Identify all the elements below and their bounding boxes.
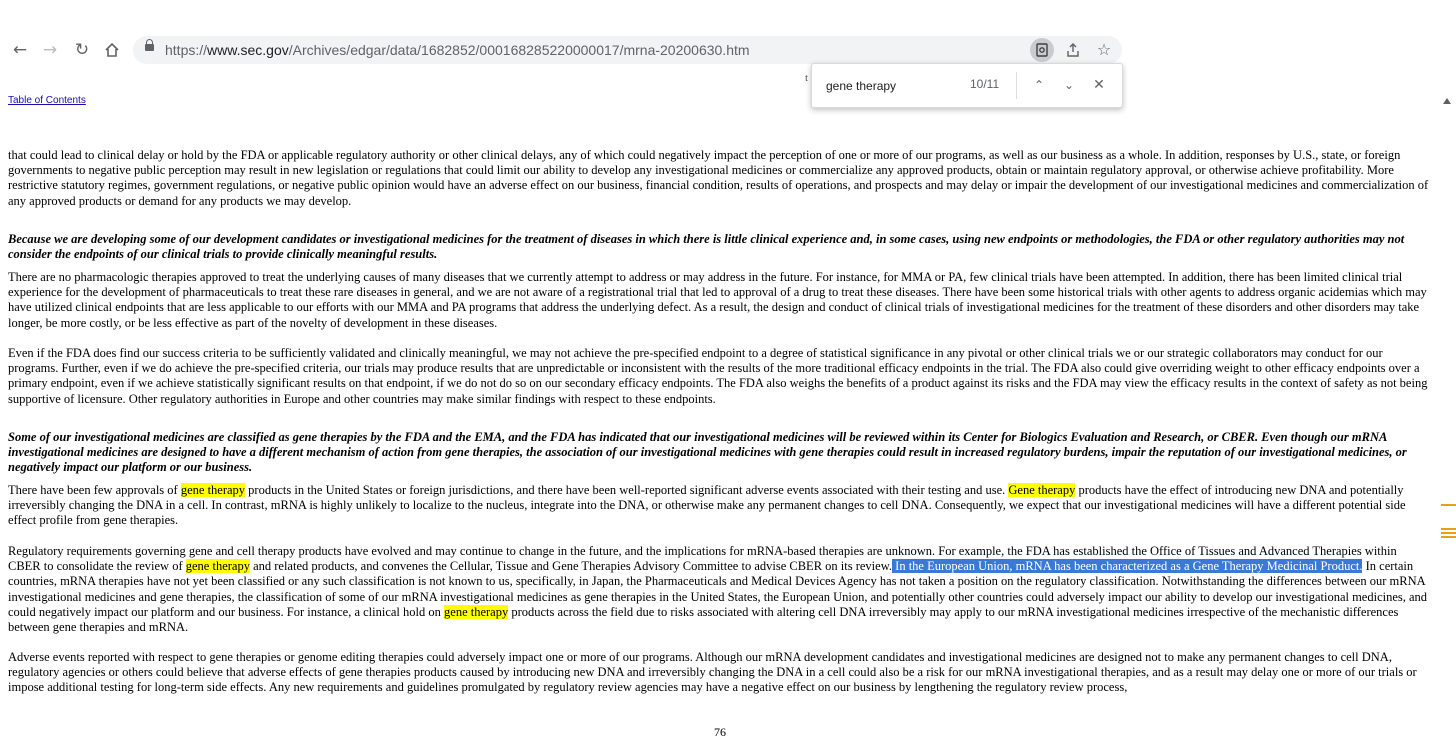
risk-heading: Some of our investigational medicines are classified as gene therapies by the FDA and the EMA, and the FDA has indicated that our investigational medicines will be reviewed within its Center for Biologics Evaluation and Research, or CBER. Even though our mRNA investigational medicines are designed to have a different mechanism of action from gene therapies, the association of our investigational medicines with gene therapies could result in increased regulatory burdens, impair the reputation of our investigational medicines, or negatively impact our platform or our business. <box>8 430 1407 475</box>
chevron-up-icon[interactable]: ⌃ <box>1033 78 1045 92</box>
search-highlight: gene therapy <box>180 483 246 497</box>
arrow-left-icon[interactable]: ← <box>12 40 28 60</box>
paragraph: Even if the FDA does find our success criteria to be sufficiently validated and clinically meaningful, we may not achieve the pre-specified endpoint to a degree of statistical significance in any pivotal or other clinical trials we or our strategic collaborators may conduct for our programs. Further, even if we do achieve the pre-specified criteria, our trials may produce results that are unpredictable or inconsistent with the results of the more traditional efficacy endpoints in the trial. The FDA also could give overriding weight to other efficacy endpoints over a primary endpoint, even if we achieve statistically significant results on that endpoint, if we do not do so on our secondary efficacy endpoints. The FDA also weighs the benefits of a product against its risks and the FDA may view the efficacy results in the context of safety as not being supportive of licensure. Other regulatory authorities in Europe and other countries may make similar findings with respect to these endpoints. <box>8 346 1428 406</box>
search-highlight: gene therapy <box>185 559 250 574</box>
paragraph: There are no pharmacologic therapies approved to treat the underlying causes of many diseases that we currently attempt to address or may address in the future. For instance, for MMA or PA, few clinical trials have been attempted. In addition, there has been limited clinical trial experience for the development of pharmaceuticals to treat these rare diseases in general, and we are not aware of a registrational trial that led to approval of a drug to treat these diseases. There have been some historical trials with other agents to address organic acidemias which may have utilized clinical endpoints that are less applicable to our efforts with our MMA and PA programs that address the underlying defect. As a result, the design and conduct of clinical trials of investigational medicines for the treatment of these disorders and other disorders may take longer, be more costly, or be less effective as part of the novelty of development in these diseases. <box>8 270 1427 330</box>
scrollbar-match-marker <box>1441 532 1456 534</box>
partial-text: t <box>805 72 809 84</box>
page-number: 76 <box>714 725 726 739</box>
arrow-right-icon[interactable]: → <box>42 40 58 60</box>
paragraph: There have been few approvals of gene therapy products in the United States or foreign jurisdictions, and there have been well-reported significant adverse events associated with their testing and use. Gene therapy products have the effect of introducing new DNA and potentially irreversibly changing the DNA in a cell. In contrast, mRNA is highly unlikely to localize to the nucleus, integrate into the DNA, or otherwise make any permanent changes to cell DNA. Consequently, we expect that our investigational medicines will have a different potential side effect profile from gene therapies. <box>8 483 1406 528</box>
paragraph: that could lead to clinical delay or hold by the FDA or applicable regulatory authority or other clinical delays, any of which could negatively impact the perception of one or more of our programs, as well as our business as a whole. In addition, responses by U.S., state, or foreign governments to negative public perception may result in new legislation or regulations that could limit our ability to develop any investigational medicines or commercialize any approved products, obtain or maintain regulatory approval, or otherwise achieve profitability. More restrictive statutory regimes, government regulations, or negative public opinion would have an adverse effect on our business, financial condition, results of operations, and prospects and may delay or impair the development of our investigational medicines and commercialization of any approved products or demand for any products we may develop. <box>8 148 1429 208</box>
selected-text: In the European Union, mRNA has been characterized as a Gene Therapy Medicinal Product. <box>892 559 1363 574</box>
home-icon[interactable] <box>100 38 124 62</box>
star-icon[interactable]: ☆ <box>1096 40 1112 59</box>
lock-icon[interactable] <box>145 44 154 51</box>
find-bar <box>811 63 1123 108</box>
find-separator <box>1016 72 1017 99</box>
find-input[interactable] <box>826 76 956 96</box>
risk-heading: Because we are developing some of our development candidates or investigational medicines for the treatment of diseases in which there is little clinical experience and, in some cases, using new endpoints or methodologies, the FDA or other regulatory authorities may not consider the endpoints of our clinical trials to provide clinically meaningful results. <box>8 232 1405 262</box>
search-page-icon[interactable] <box>1030 38 1054 62</box>
scrollbar-match-marker <box>1441 528 1456 530</box>
address-bar[interactable] <box>133 36 1122 64</box>
url-text[interactable]: https://www.sec.gov/Archives/edgar/data/1682852/000168285220000017/mrna-20200630.htm <box>165 42 750 58</box>
search-highlight: Gene therapy <box>1008 483 1076 497</box>
browser-toolbar <box>0 0 1456 96</box>
scrollbar-match-marker <box>1441 536 1456 538</box>
table-of-contents-link[interactable]: Table of Contents <box>8 95 86 106</box>
paragraph: Adverse events reported with respect to gene therapies or genome editing therapies could adversely impact one or more of our programs. Although our mRNA development candidates and investigational medicines are designed not to make any permanent changes to cell DNA, regulatory agencies or others could believe that adverse effects of gene therapies products caused by introducing new DNA and irreversibly changing the DNA in a cell could also be a risk for our mRNA investigational therapies, and as a result may delay one or more of our trials or impose additional testing for long-term side effects. Any new requirements and guidelines promulgated by regulatory review agencies may have a negative effect on our business by lengthening the regulatory review process, <box>8 650 1417 695</box>
reload-icon[interactable]: ↻ <box>74 40 90 60</box>
find-match-count: 10/11 <box>970 77 1000 91</box>
scrollbar-match-marker <box>1441 504 1456 506</box>
scroll-up-arrow-icon[interactable] <box>1443 98 1451 104</box>
search-highlight: gene therapy <box>444 604 509 619</box>
paragraph: Regulatory requirements governing gene and cell therapy products have evolved and may continue to change in the future, and the implications for mRNA-based therapies are unknown. For example, the FDA has established the Office of Tissues and Advanced Therapies within CBER to consolidate the review of gene therapy and related products, and convenes the Cellular, Tissue and Gene Therapies Advisory Committee to advise CBER on its review. In the European Union, mRNA has been characterized as a Gene Therapy Medicinal Product. In certain countries, mRNA therapies have not yet been classified or any such classification is not known to us, specifically, in Japan, the Pharmaceuticals and Medical Devices Agency has not taken a position on the regulatory classification. Notwithstanding the differences between our mRNA investigational medicines and gene therapies, the classification of some of our mRNA investigational medicines as gene therapies in the United States, the European Union, and potentially other countries could adversely impact our ability to develop our investigational medicines, and could negatively impact our platform and our business. For instance, a clinical hold on gene therapy products across the field due to risks associated with altering cell DNA irreversibly may apply to our mRNA investigational medicines irrespective of the mechanistic differences between gene therapies and mRNA. <box>8 544 1428 635</box>
chevron-down-icon[interactable]: ⌄ <box>1063 78 1075 92</box>
share-icon[interactable] <box>1061 38 1085 62</box>
close-icon[interactable]: ✕ <box>1093 77 1105 93</box>
